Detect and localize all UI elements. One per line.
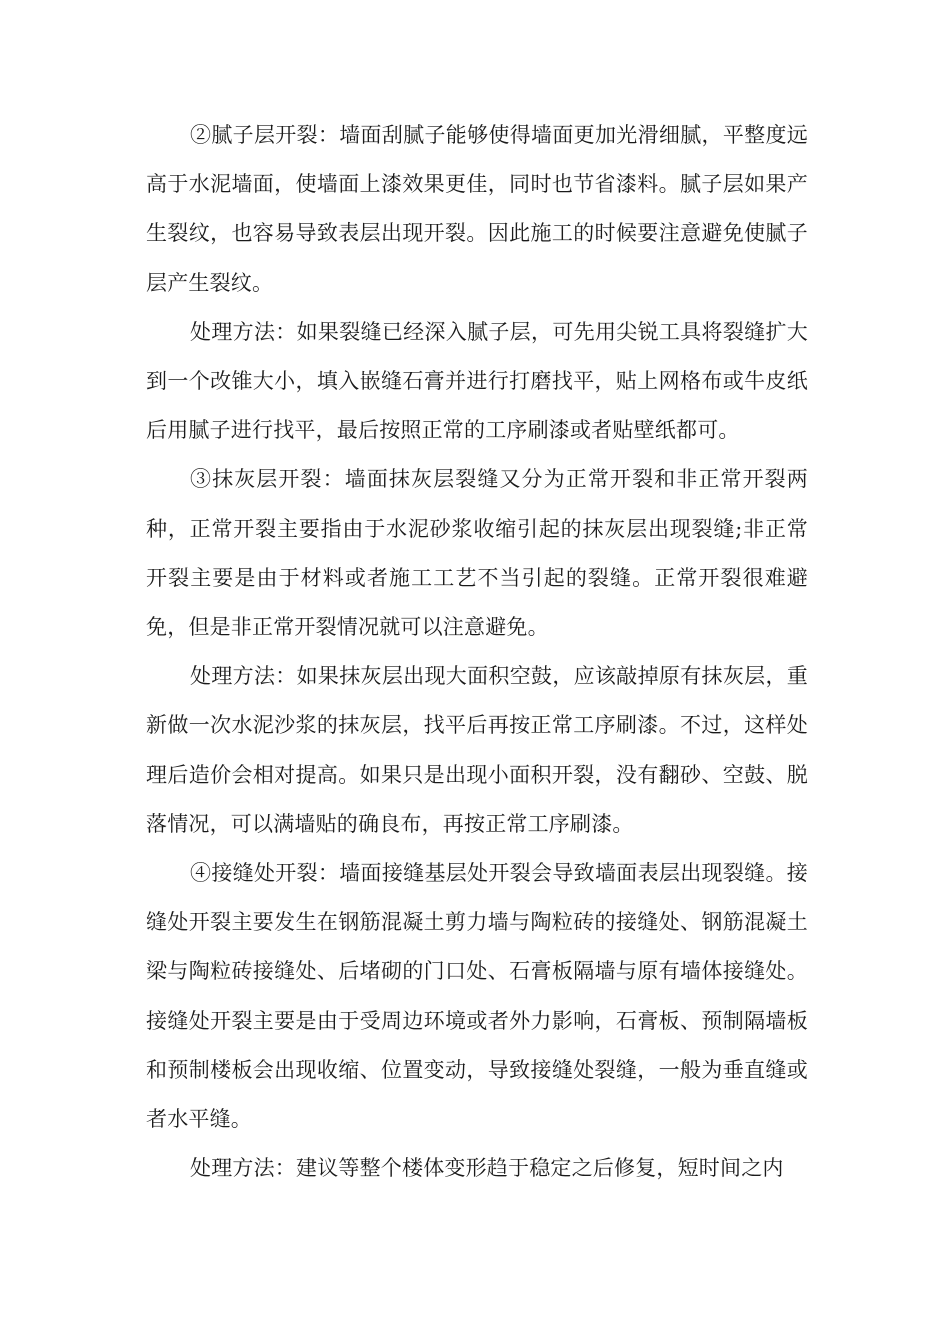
paragraph-putty-layer-cracking: ②腻子层开裂：墙面刮腻子能够使得墙面更加光滑细腻，平整度远高于水泥墙面，使墙面上漆效果更佳，同时也节省漆料。腻子层如果产生裂纹，也容易导致表层出现开裂。因此施工的时候要注意避免使腻子层产生裂纹。 xyxy=(146,123,808,295)
paragraph-plaster-layer-treatment: 处理方法：如果抹灰层出现大面积空鼓，应该敲掉原有抹灰层，重新做一次水泥沙浆的抹灰层，找平后再按正常工序刷漆。不过，这样处理后造价会相对提高。如果只是出现小面积开裂，没有翻砂、空鼓、脱落情况，可以满墙贴的确良布，再按正常工序刷漆。 xyxy=(146,664,808,836)
paragraph-putty-layer-treatment: 处理方法：如果裂缝已经深入腻子层，可先用尖锐工具将裂缝扩大到一个改锥大小，填入嵌缝石膏并进行打磨找平，贴上网格布或牛皮纸后用腻子进行找平，最后按照正常的工序刷漆或者贴壁纸都可。 xyxy=(146,319,808,443)
paragraph-joint-cracking: ④接缝处开裂：墙面接缝基层处开裂会导致墙面表层出现裂缝。接缝处开裂主要发生在钢筋混凝土剪力墙与陶粒砖的接缝处、钢筋混凝土梁与陶粒砖接缝处、后堵砌的门口处、石膏板隔墙与原有墙体接缝处。接缝处开裂主要是由于受周边环境或者外力影响，石膏板、预制隔墙板和预制楼板会出现收缩、位置变动，导致接缝处裂缝，一般为垂直缝或者水平缝。 xyxy=(146,861,808,1132)
paragraph-plaster-layer-cracking: ③抹灰层开裂：墙面抹灰层裂缝又分为正常开裂和非正常开裂两种，正常开裂主要指由于水泥砂浆收缩引起的抹灰层出现裂缝;非正常开裂主要是由于材料或者施工工艺不当引起的裂缝。正常开裂很难避免，但是非正常开裂情况就可以注意避免。 xyxy=(146,467,808,640)
paragraph-joint-treatment: 处理方法：建议等整个楼体变形趋于稳定之后修复，短时间之内 xyxy=(190,1156,784,1181)
document-body xyxy=(146,111,808,1193)
